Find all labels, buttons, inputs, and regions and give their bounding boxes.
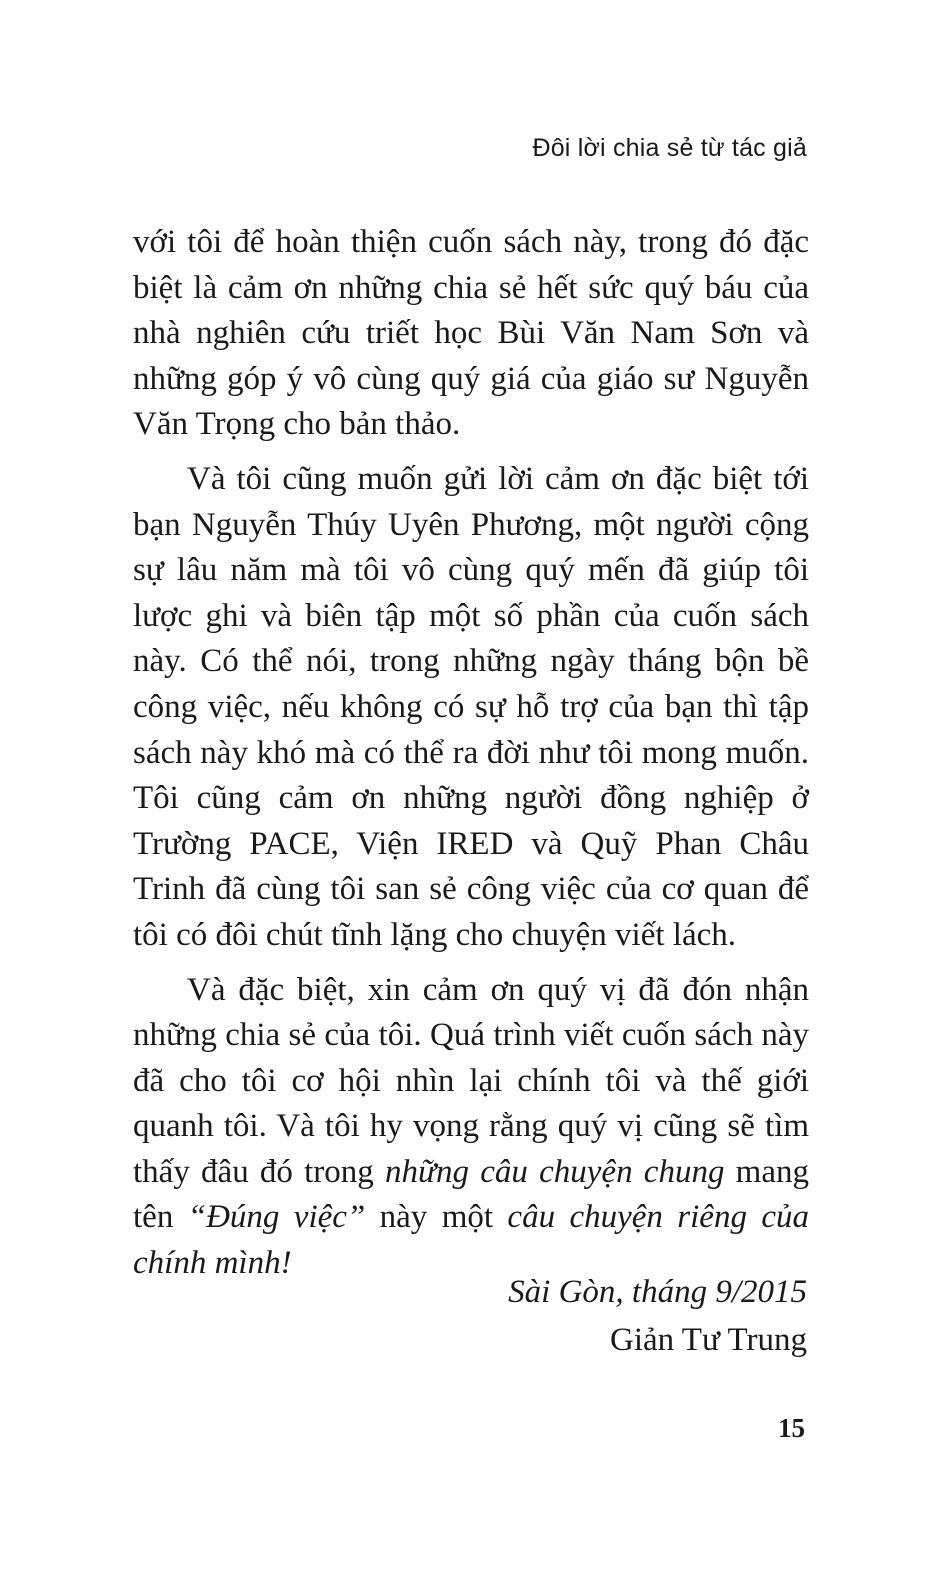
paragraph-3-text-2: mang tên	[133, 1153, 809, 1236]
signature-block	[508, 1268, 807, 1364]
paragraph-1: với tôi để hoàn thiện cuốn sách này, trong đó đặc biệt là cảm ơn những chia sẻ hết sức quý báu của nhà nghiên cứu triết học Bùi Văn Nam Sơn và những góp ý vô cùng quý giá của giáo sư Nguyễn Văn Trọng cho bản thảo.	[133, 224, 809, 443]
author-name: Giản Tư Trung	[610, 1322, 807, 1358]
paragraph-3-italic-3: câu chuyện riêng của chính mình!	[133, 1199, 809, 1282]
body-text	[133, 220, 809, 1287]
running-header: Đôi lời chia sẻ từ tác giả	[532, 134, 807, 162]
page-number: 15	[778, 1413, 805, 1443]
paragraph-3-italic-2: “Đúng việc”	[187, 1199, 366, 1236]
paragraph-2: Và tôi cũng muốn gửi lời cảm ơn đặc biệt tới bạn Nguyễn Thúy Uyên Phương, một người cộng sự lâu năm mà tôi vô cùng quý mến đã giúp tôi lược ghi và biên tập một số phần của cuốn sách này. Có thể nói, trong những ngày tháng bộn bề công việc, nếu không có sự hỗ trợ của bạn thì tập sách này khó mà có thể ra đời như tôi mong muốn. Tôi cũng cảm ơn những người đồng nghiệp ở Trường PACE, Viện IRED và Quỹ Phan Châu Trinh đã cùng tôi san sẻ công việc của cơ quan để tôi có đôi chút tĩnh lặng cho chuyện viết lách.	[133, 460, 809, 953]
place-date: Sài Gòn, tháng 9/2015	[508, 1274, 807, 1310]
paragraph-3-italic-1: những câu chuyện chung	[385, 1153, 725, 1190]
paragraph-3	[133, 968, 809, 1287]
paragraph-3-text-1: Và đặc biệt, xin cảm ơn quý vị đã đón nhận những chia sẻ của tôi. Quá trình viết cuốn sách này đã cho tôi cơ hội nhìn lại chính tôi và thế giới quanh tôi. Và tôi hy vọng rằng quý vị cũng sẽ tìm thấy đâu đó trong	[133, 971, 809, 1190]
paragraph-3-text-3: này một	[365, 1199, 508, 1236]
